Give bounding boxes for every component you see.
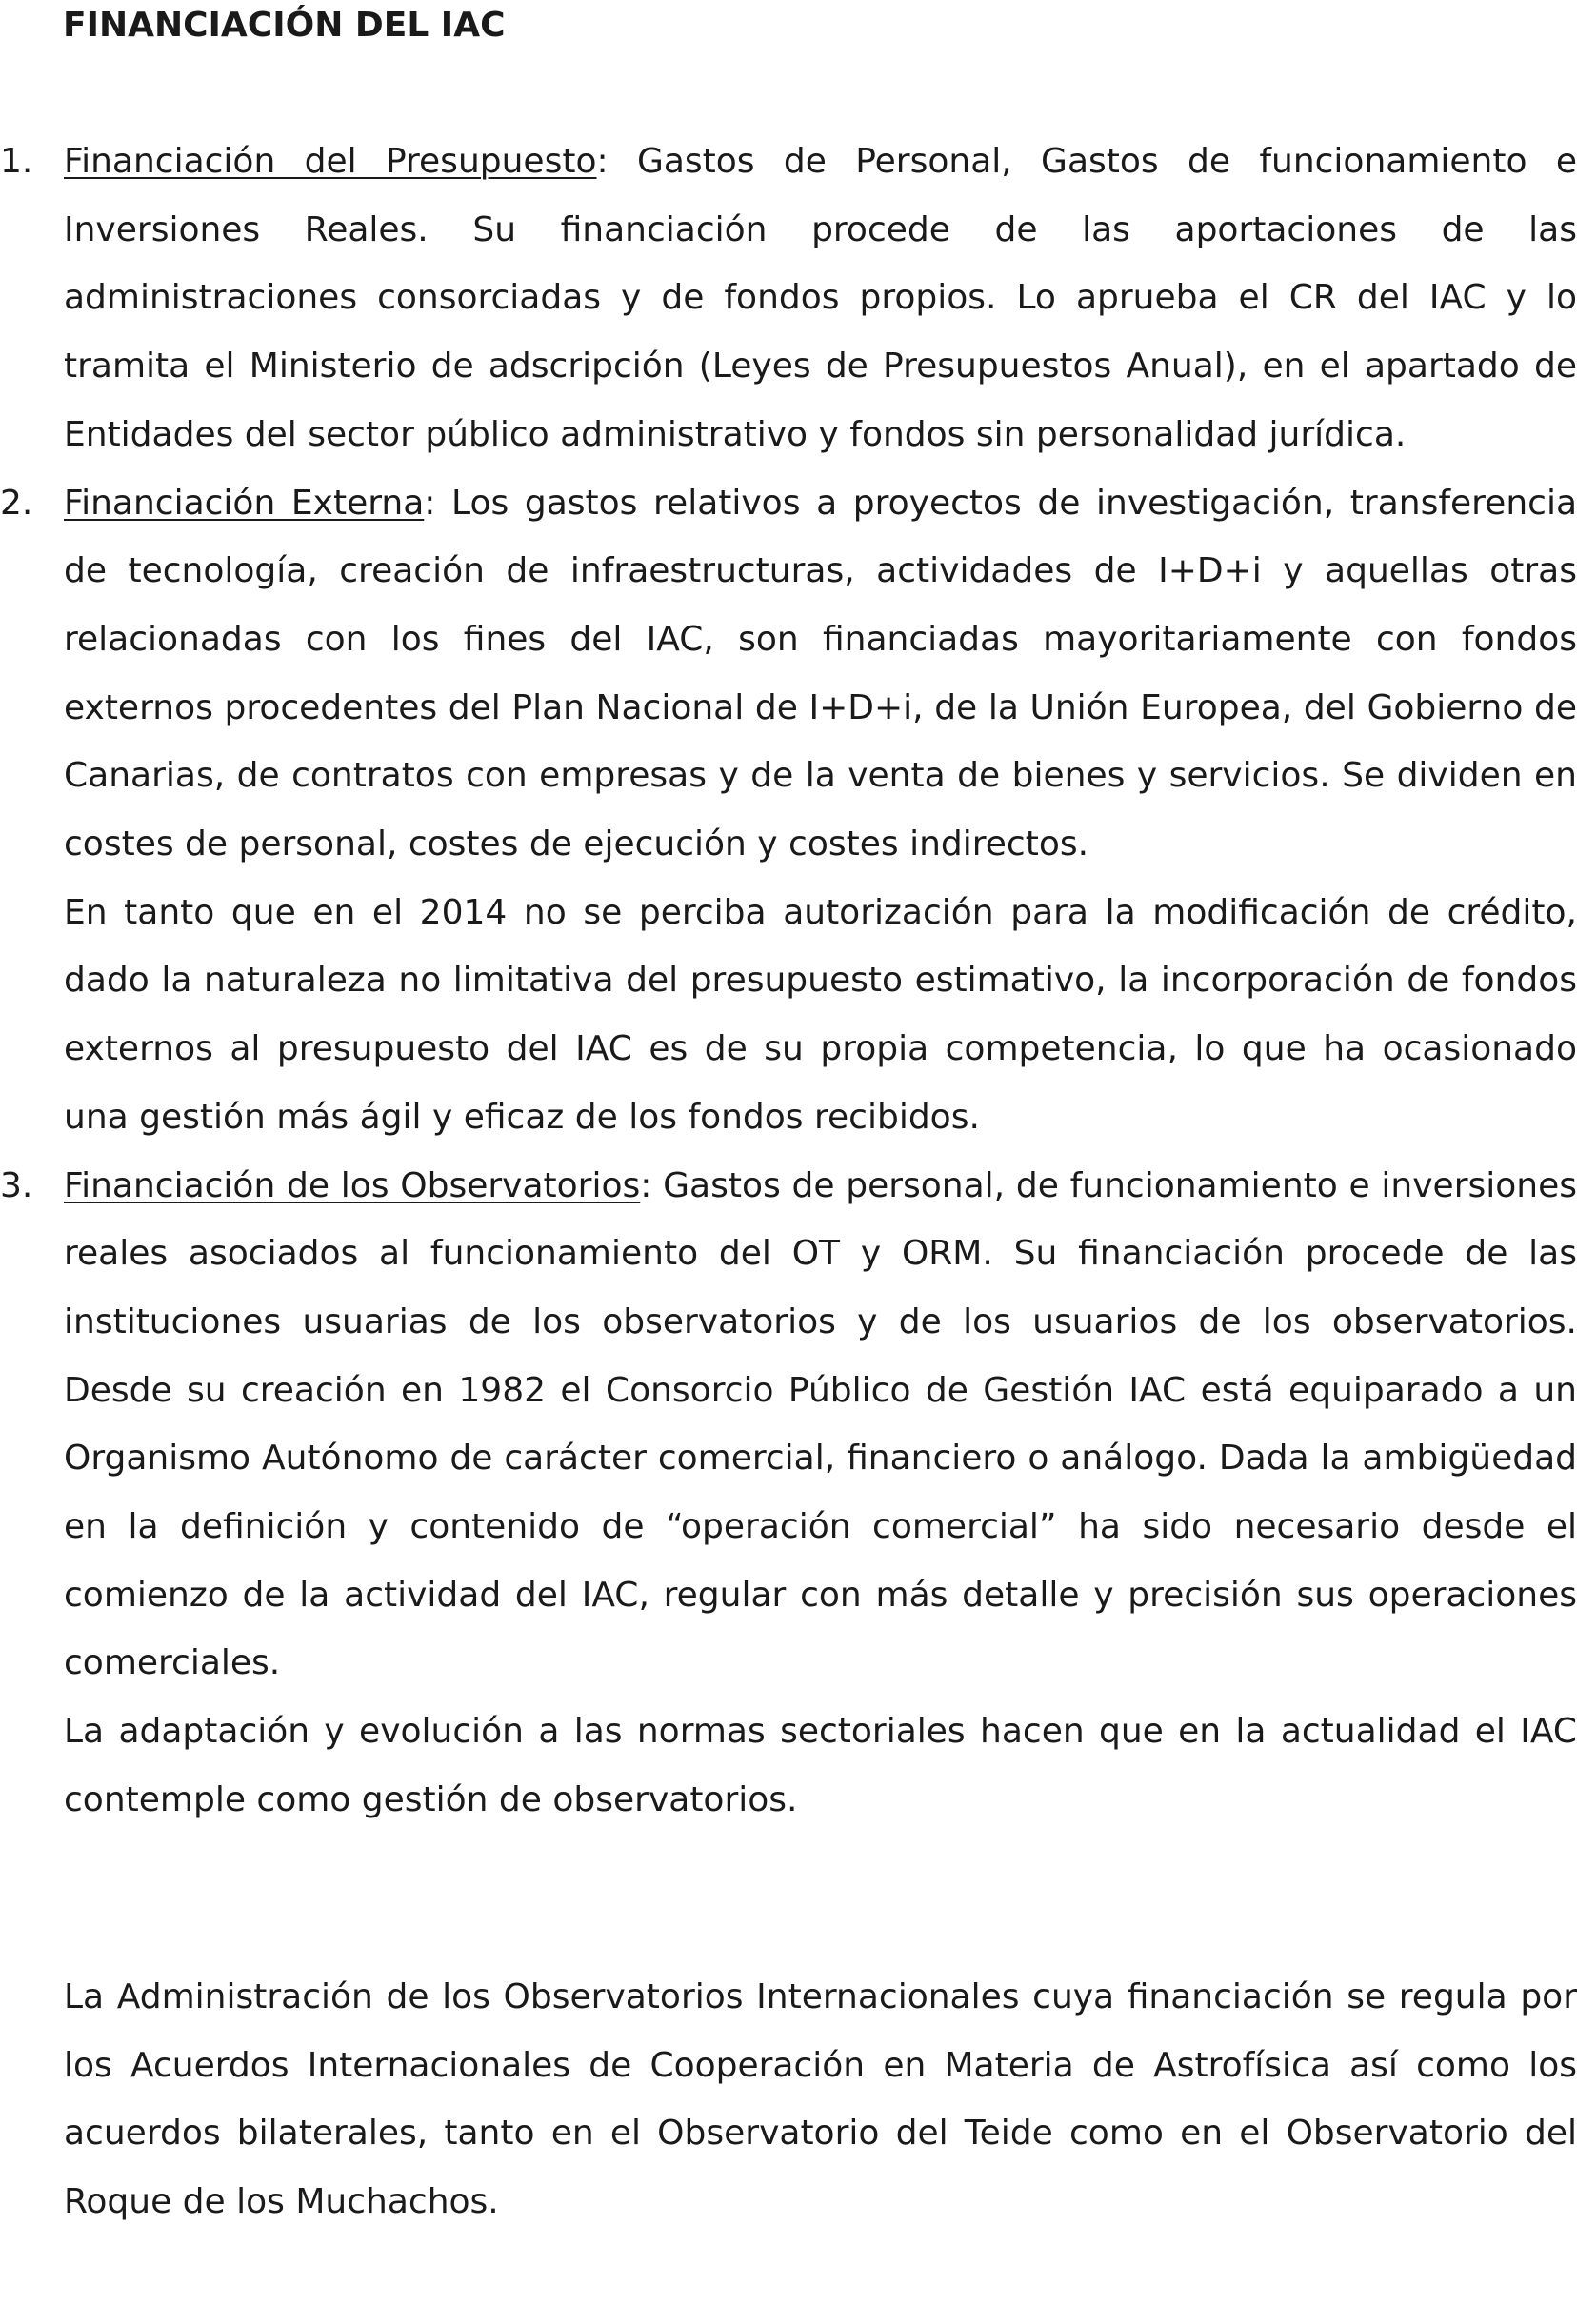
financing-list [0,128,1577,1835]
document-title: FINANCIACIÓN DEL IAC [63,6,506,45]
item-text: : Gastos de personal, de funcionamiento e inversiones reales asociados al funcionamiento del OT y ORM. Su financiación procede de las instituciones usuarias de los observatorios y de los usuarios de los observatorios. Desde su creación en 1982 el Consorcio Público de Gestión IAC está equiparado a un Organismo Autónomo de carácter comercial, financiero o análogo. Dada la ambigüedad en la definición y contenido de “operación comercial” ha sido necesario desde el comienzo de la actividad del IAC, regular con más detalle y precisión sus operaciones comerciales. [64,1165,1577,1683]
item-text: : Los gastos relativos a proyectos de investigación, transferencia de tecnología, creación de infraestructuras, actividades de I+D+i y aquellas otras relacionadas con los fines del IAC, son financiadas mayoritariamente con fondos externos procedentes del Plan Nacional de I+D+i, de la Unión Europea, del Gobierno de Canarias, de contratos con empresas y de la venta de bienes y servicios. Se dividen en costes de personal, costes de ejecución y costes indirectos. [64,483,1577,864]
item-heading: Financiación de los Observatorios [64,1165,641,1205]
list-item-presupuesto [0,128,1577,469]
list-item-extra-paragraph: En tanto que en el 2014 no se perciba autorización para la modificación de crédito, dado la naturaleza no limitativa del presupuesto estimativo, la incorporación de fondos externos al presupuesto del IAC es de su propia competencia, lo que ha ocasionado una gestión más ágil y eficaz de los fondos recibidos. [64,892,1577,1137]
list-item-externa [0,469,1577,1152]
closing-paragraph: La Administración de los Observatorios Internacionales cuya financiación se regula por los Acuerdos Internacionales de Cooperación en Materia de Astrofísica así como los acuerdos bilaterales, tanto en el Observatorio del Teide como en el Observatorio del Roque de los Muchachos. [64,1977,1577,2222]
list-item-extra-paragraph: La adaptación y evolución a las normas sectoriales hacen que en la actualidad el IAC contemple como gestión de observatorios. [64,1712,1577,1819]
list-item-observatorios [0,1152,1577,1835]
list-item-paragraph [64,128,1577,469]
list-number: 1. [0,142,33,181]
item-text: : Gastos de Personal, Gastos de funcionamiento e Inversiones Reales. Su financiación procede de las aportaciones de las administraciones consorciadas y de fondos propios. Lo aprueba el CR del IAC y lo tramita el Ministerio de adscripción (Leyes de Presupuestos Anual), en el apartado de Entidades del sector público administrativo y fondos sin personalidad jurídica. [64,142,1577,454]
list-item-paragraph [64,469,1577,879]
list-item-paragraph [64,1152,1577,1698]
item-heading: Financiación del Presupuesto [64,142,597,181]
item-heading: Financiación Externa [64,483,425,523]
list-number: 3. [0,1165,33,1205]
list-number: 2. [0,483,33,523]
